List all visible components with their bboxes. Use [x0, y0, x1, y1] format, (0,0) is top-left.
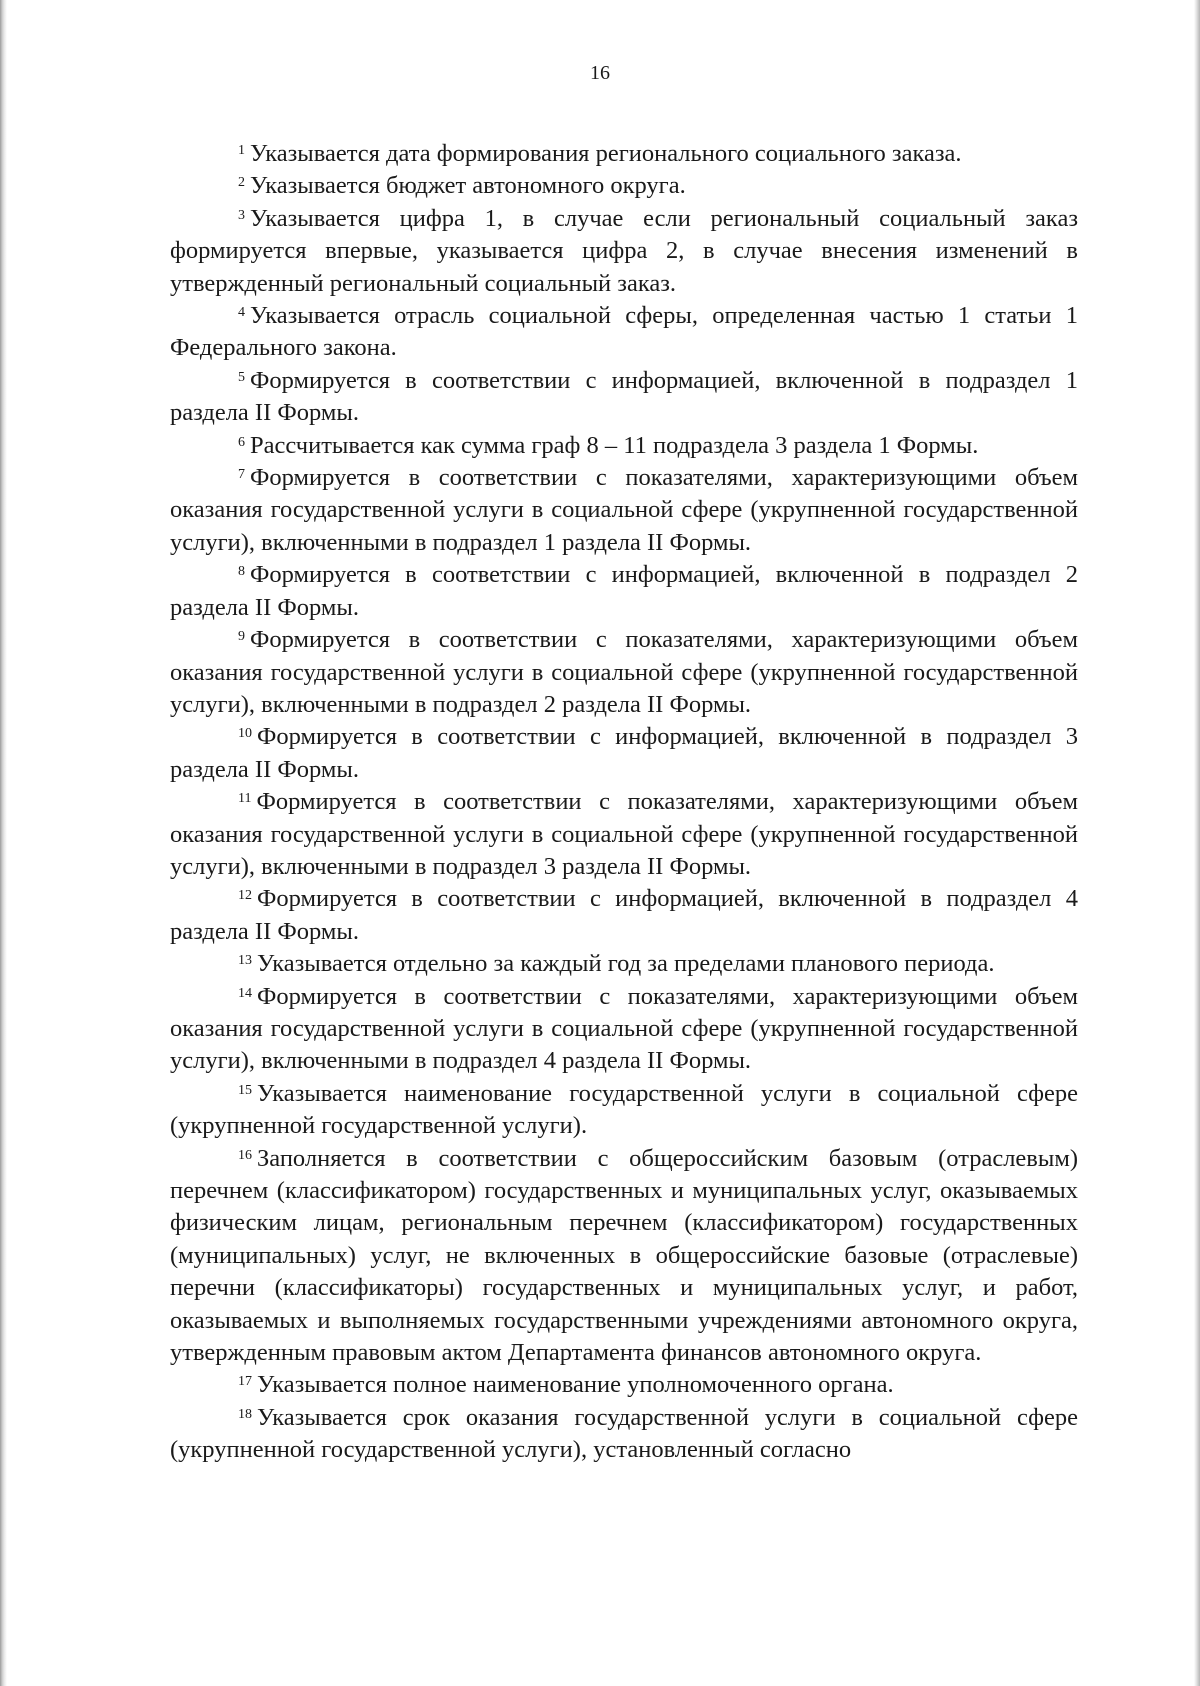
- footnote-marker: 1: [238, 143, 245, 158]
- footnote-text: Формируется в соответствии с показателями, характеризующими объем оказания государственной услуги в социальной сфере (укрупненной государственной услуги), включенными в подраздел 3 раздела II Формы.: [170, 788, 1078, 880]
- footnote-marker: 10: [238, 726, 252, 742]
- footnote-text: Заполняется в соответствии с общероссийским базовым (отраслевым) перечнем (классификатором) государственных и муниципальных услуг, оказываемых физическим лицам, региональным перечнем (классификатором) государственных (муниципальных) услуг, не включенных в общероссийские базовые (отраслевые) перечни (классификаторы) государственных и муниципальных услуг, и работ, оказываемых и выполняемых государственными учреждениями автономного округа, утвержденным правовым актом Департамента финансов автономного округа.: [170, 1144, 1078, 1367]
- footnote-marker: 15: [238, 1082, 252, 1098]
- footnote-text: Формируется в соответствии с показателями, характеризующими объем оказания государственной услуги в социальной сфере (укрупненной государственной услуги), включенными в подраздел 2 раздела II Формы.: [170, 626, 1078, 718]
- footnote-marker: 5: [238, 369, 245, 385]
- footnote-marker: 7: [238, 467, 245, 483]
- footnote-6: [170, 430, 1078, 462]
- footnotes-list: [170, 138, 1078, 1467]
- footnote-marker: 14: [238, 985, 252, 1001]
- footnote-text: Формируется в соответствии с информацией, включенной в подраздел 1 раздела II Формы.: [170, 366, 1078, 427]
- footnote-marker: 11: [238, 791, 252, 807]
- footnote-text: Формируется в соответствии с информацией, включенной в подраздел 3 раздела II Формы.: [170, 723, 1078, 783]
- footnote-3: [170, 203, 1078, 300]
- footnote-marker: 13: [238, 953, 252, 969]
- footnote-text: Указывается наименование государственной услуги в социальной сфере (укрупненной государственной услуги).: [170, 1079, 1078, 1140]
- footnote-text: Формируется в соответствии с информацией, включенной в подраздел 4 раздела II Формы.: [170, 885, 1078, 945]
- page-number: 16: [590, 62, 610, 84]
- footnote-text: Формируется в соответствии с информацией, включенной в подраздел 2 раздела II Формы.: [170, 561, 1078, 621]
- footnote-11: [170, 786, 1078, 883]
- footnote-text: Формируется в соответствии с показателями, характеризующими объем оказания государственной услуги в социальной сфере (укрупненной государственной услуги), включенными в подраздел 4 раздела II Формы.: [170, 982, 1078, 1075]
- footnote-marker: 6: [238, 434, 245, 450]
- footnote-marker: 3: [238, 207, 245, 223]
- footnote-text: Рассчитывается как сумма граф 8 – 11 подраздела 3 раздела 1 Формы.: [250, 431, 979, 459]
- footnote-text: Указывается дата формирования регионального социального заказа.: [250, 140, 962, 167]
- footnote-marker: 12: [238, 888, 252, 904]
- footnote-10: [170, 721, 1078, 786]
- footnote-marker: 2: [238, 175, 245, 191]
- footnote-17: [170, 1369, 1078, 1401]
- footnote-marker: 9: [238, 629, 245, 645]
- footnote-12: [170, 883, 1078, 948]
- footnote-16: [170, 1143, 1078, 1370]
- footnote-1: [170, 138, 1078, 170]
- footnote-8: [170, 559, 1078, 624]
- scan-edge-left: [0, 0, 7, 1686]
- footnote-4: [170, 300, 1078, 365]
- footnote-5: [170, 365, 1078, 430]
- footnote-7: [170, 462, 1078, 559]
- footnote-marker: 17: [238, 1374, 252, 1390]
- footnote-text: Указывается цифра 1, в случае если региональный социальный заказ формируется впервые, указывается цифра 2, в случае внесения изменений в утвержденный региональный социальный заказ.: [170, 204, 1078, 297]
- footnote-14: [170, 981, 1078, 1078]
- footnote-18: [170, 1402, 1078, 1467]
- footnote-text: Указывается отрасль социальной сферы, определенная частью 1 статьи 1 Федерального закона.: [170, 302, 1078, 362]
- footnote-text: Указывается полное наименование уполномоченного органа.: [257, 1371, 894, 1399]
- footnote-marker: 18: [238, 1406, 252, 1422]
- footnote-13: [170, 948, 1078, 980]
- footnote-marker: 8: [238, 564, 245, 580]
- footnote-15: [170, 1078, 1078, 1143]
- footnote-text: Указывается бюджет автономного округа.: [250, 172, 686, 200]
- footnote-text: Указывается отдельно за каждый год за пределами планового периода.: [257, 950, 995, 978]
- footnote-text: Формируется в соответствии с показателями, характеризующими объем оказания государственной услуги в социальной сфере (укрупненной государственной услуги), включенными в подраздел 1 раздела II Формы.: [170, 464, 1078, 556]
- footnote-2: [170, 170, 1078, 202]
- footnote-9: [170, 624, 1078, 721]
- footnote-marker: 4: [238, 305, 245, 321]
- scan-edge-right: [1194, 0, 1200, 1686]
- footnote-text: Указывается срок оказания государственной услуги в социальной сфере (укрупненной государственной услуги), установленный согласно: [170, 1403, 1078, 1464]
- footnote-marker: 16: [238, 1147, 252, 1163]
